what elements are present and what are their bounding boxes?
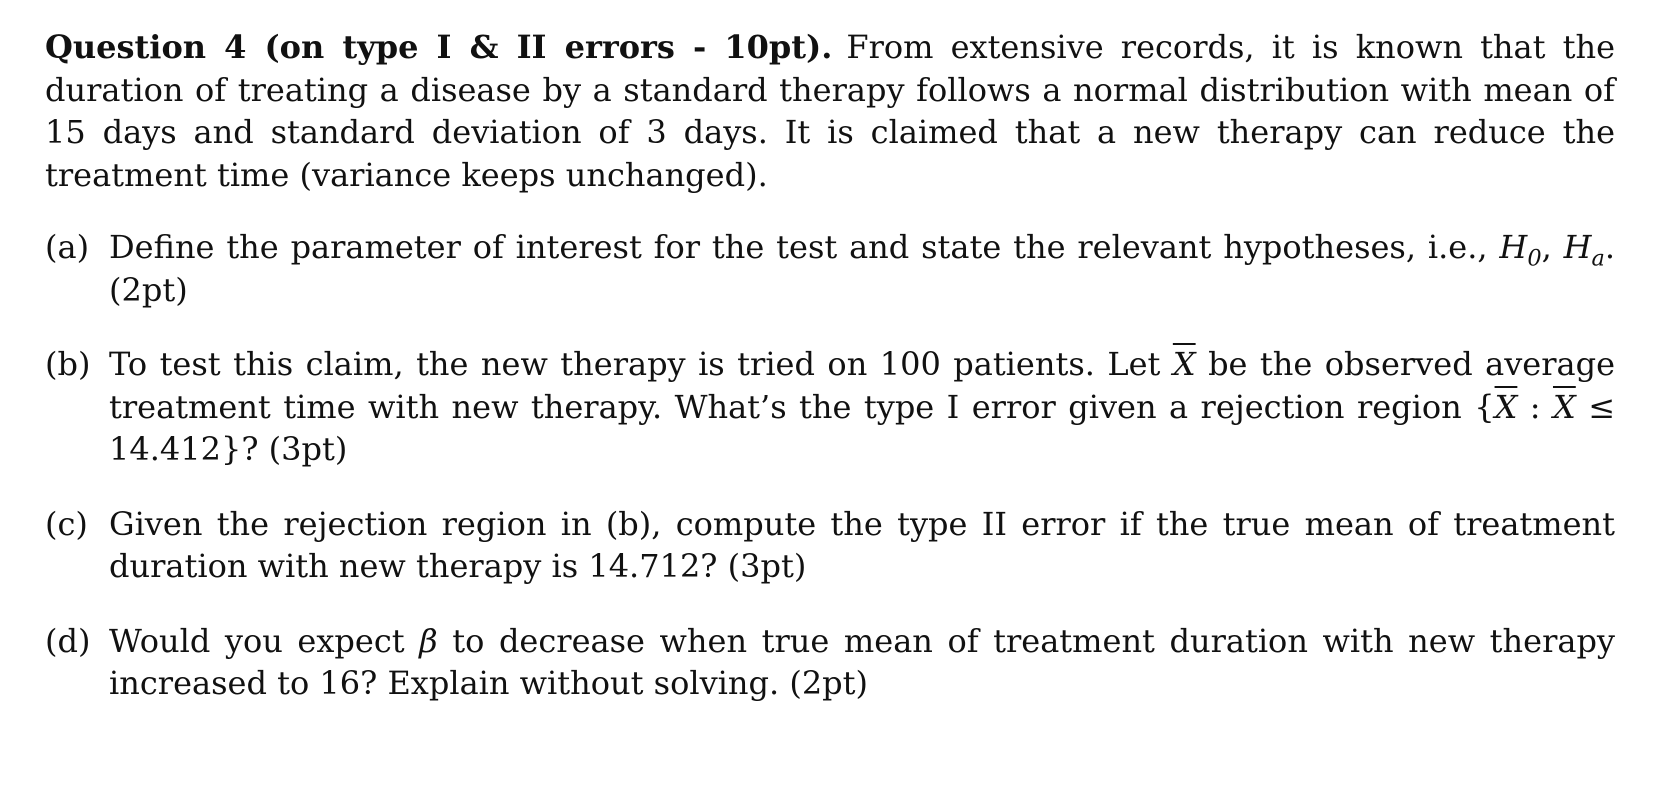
- question-document: [45, 26, 1615, 737]
- question-intro-paragraph: [45, 26, 1615, 196]
- part-a: [45, 226, 1615, 311]
- xbar-symbol-region: $\overline{X}$: [1494, 387, 1518, 426]
- part-b-text: [109, 343, 1615, 471]
- h0-subscript: 0: [1527, 245, 1542, 272]
- part-b-text-1: To test this claim, the new therapy is tried on 100 patients. Let: [109, 345, 1173, 383]
- question-parts-list: [45, 226, 1615, 705]
- set-colon: :: [1517, 387, 1553, 426]
- part-b-text-2: be the observed average treatment time with new therapy. What’s the type I error given a rejection region {: [109, 345, 1616, 426]
- question-intro-text: From extensive records, it is known that the duration of treating a disease by a standard therapy follows a normal distribution with mean of 15 days and standard deviation of 3 days. It is claimed that a new therapy can reduce the treatment time (variance keeps unchanged).: [45, 28, 1616, 194]
- xbar-symbol-condition: $\overline{X}$: [1552, 387, 1576, 426]
- part-c: [45, 503, 1615, 588]
- part-a-text: [109, 226, 1615, 311]
- ha-subscript: a: [1591, 245, 1605, 272]
- ha-symbol: [1563, 228, 1605, 272]
- part-a-label: (a): [45, 228, 90, 266]
- ha-letter: H: [1563, 228, 1592, 266]
- beta-symbol: β: [419, 621, 438, 660]
- leq-symbol: ≤: [1575, 387, 1616, 426]
- part-d-text-2: to decrease when true mean of treatment duration with new therapy increased to 16? Explain without solving. (2pt): [109, 621, 1616, 702]
- part-b-label: (b): [45, 345, 91, 383]
- part-c-label: (c): [45, 504, 88, 543]
- xbar-symbol: $\overline{X}$: [1172, 345, 1196, 383]
- part-a-text-1: Define the parameter of interest for the test and state the relevant hypotheses, i.e.,: [109, 228, 1500, 266]
- h0-letter: H: [1499, 228, 1528, 266]
- part-b: [45, 343, 1615, 471]
- part-a-text-2: . (2pt): [109, 228, 1616, 309]
- part-d-text-1: Would you expect: [109, 621, 420, 660]
- part-d: [45, 620, 1615, 705]
- question-title: Question 4 (on type I & II errors - 10pt).: [45, 28, 833, 66]
- hypothesis-separator: ,: [1541, 228, 1564, 266]
- h0-symbol: [1499, 228, 1542, 272]
- part-b-text-3: 14.412}? (3pt): [109, 430, 348, 468]
- part-d-text: [109, 620, 1615, 705]
- part-d-label: (d): [45, 621, 91, 660]
- part-c-text: Given the rejection region in (b), compute the type II error if the true mean of treatment duration with new therapy is 14.712? (3pt): [109, 504, 1615, 585]
